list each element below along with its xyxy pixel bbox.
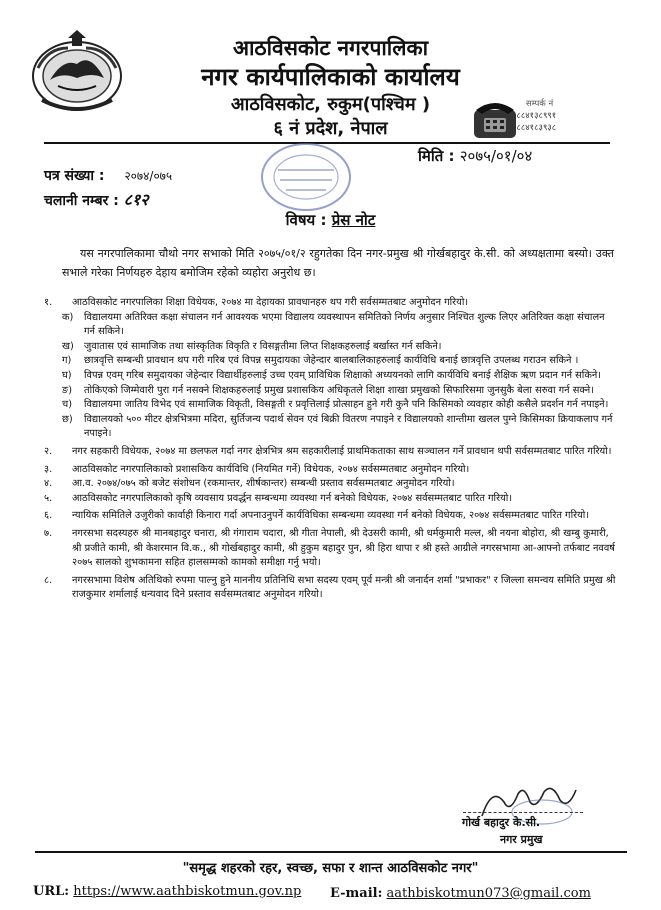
date-field bbox=[418, 146, 532, 166]
item-number: ४. bbox=[44, 478, 53, 490]
sub-item-number: घ) bbox=[62, 369, 72, 381]
phone-number-1: ०८८४१३८९९१ bbox=[512, 111, 557, 121]
footer-slogan: "समृद्ध शहरको रहर, स्वच्छ, सफा र शान्त आठविसकोट नगर" bbox=[182, 861, 479, 876]
sub-list-item bbox=[44, 413, 616, 442]
sub-item-number: क) bbox=[62, 311, 74, 323]
sub-item-number: च) bbox=[62, 399, 73, 411]
office-stamp-icon bbox=[258, 140, 354, 214]
sub-item-text: विपन्न एवम् गरिब समुदायका जेहेन्दार विद्यार्थीहरुलाई उच्च एवम् प्राविधिक शिक्षाको अध्ययनको लागि कार्यविधि बनाई शैक्षिक ऋण प्रदान गर्न सकिने। bbox=[84, 369, 601, 381]
sub-item-text: जुवातास एवं सामाजिक तथा सांस्कृतिक विकृति र विसङ्गतीमा लिप्त शिक्षकहरुलाई बर्खास्त गर्न सकिने। bbox=[84, 340, 442, 352]
item-text: आ.व. २०७४/०७५ को बजेट संशोधन (रकमान्तर, शीर्षकान्तर) सम्बन्धी प्रस्ताव सर्वसम्मतबाट अनुमोदन गरियो। bbox=[72, 478, 455, 490]
patra-value: २०७४/०७५ bbox=[124, 169, 173, 183]
office-address: आठविसकोट, रुकुम(पश्चिम ) bbox=[230, 94, 431, 115]
patra-sankhya bbox=[44, 166, 172, 185]
email-link[interactable]: aathbiskotmun073@gmail.com bbox=[386, 886, 591, 901]
sub-item-text: तोकिएको जिम्मेवारी पुरा गर्न नसक्ने शिक्षकहरुलाई प्रमुख प्रशासकिय अधिकृतले शिक्षा शाखा प्रमुखको सिफारिसमा जुनसुकै बेला सरुवा गर्न सक्ने। bbox=[84, 384, 594, 396]
footer-email bbox=[330, 886, 591, 901]
office-name: नगर कार्यपालिकाको कार्यालय bbox=[201, 63, 460, 91]
date-label: मिति : bbox=[418, 147, 455, 165]
sub-list-item bbox=[44, 369, 616, 384]
item-number: ७. bbox=[44, 527, 53, 539]
item-text: न्यायिक समितिले उजुरीको कार्वाही किनारा गर्दा अपनाउनुपर्ने कार्यविधिका सम्बन्धमा व्यवस्था गर्न बनेको विधेयक, २०७४ सर्वसम्मतबाट पारित गरियो। bbox=[72, 510, 590, 522]
list-item bbox=[44, 492, 616, 507]
item-text: नगरसभामा विशेष अतिथिको रुपमा पाल्नु हुने माननीय प्रतिनिधि सभा सदस्य एवम् पूर्व मन्त्री श्री जनार्दन शर्मा "प्रभाकर" र जिल्ला समन्वय समिति प्रमुख श्री राजकुमार शर्मालाई धन्यवाद दिने प्रस्ताव सर्वसम्मतबाट अनुमोदन गरियो। bbox=[72, 574, 616, 601]
subject-label: विषय : bbox=[285, 211, 327, 229]
list-item bbox=[44, 574, 616, 603]
subject-value: प्रेस नोट bbox=[331, 211, 376, 229]
chalani-number bbox=[44, 188, 149, 210]
contact-label: सम्पर्क नं bbox=[526, 99, 554, 109]
sub-item-text: विद्यालयमा अतिरिक्त कक्षा संचालन गर्न आवश्यक भएमा विद्यालय व्यवस्थापन समितिको निर्णय अनुसार निश्चित शुल्क लिएर अतिरिक्त कक्षा संचालन गर्न सकिने। bbox=[84, 311, 605, 338]
sub-list-item bbox=[44, 354, 616, 369]
sub-item-number: ख) bbox=[62, 340, 74, 352]
list-item bbox=[44, 477, 616, 492]
sub-list-item bbox=[44, 398, 616, 413]
email-label: E-mail: bbox=[330, 886, 383, 901]
chalani-value: ८१२ bbox=[123, 190, 149, 209]
sub-item-text: छात्रवृत्ति सम्बन्धी प्रावधान थप गरी गरिब एवं विपन्न समुदायका जेहेन्दार बालबालिकाहरुलाई कार्यविधि बनाई छात्रवृत्ति उपलब्ध गराउन सकिने । bbox=[84, 355, 579, 367]
list-item bbox=[44, 445, 616, 460]
list-item bbox=[44, 509, 616, 524]
list-item bbox=[44, 463, 616, 478]
subject-line bbox=[0, 210, 661, 230]
sub-list-item bbox=[44, 340, 616, 355]
list-item bbox=[44, 296, 616, 311]
item-number: ३. bbox=[44, 463, 53, 475]
signatory-name: गोर्ख बहादुर के.सी. bbox=[462, 816, 541, 829]
item-number: ८. bbox=[44, 574, 53, 586]
chalani-label: चलानी नम्बर : bbox=[44, 193, 119, 209]
url-label: URL: bbox=[33, 884, 70, 899]
item-text: नगरसभा सदस्यहरु श्री मानबहादुर चनारा, श्री गंगाराम चदारा, श्री गीता नेपाली, श्री देउसरी कामी, श्री धर्मकुमारी मल्ल, श्री नयना बोहोरा, श्री खम्बु कुमारी, श्री प्रजीते कामी, श्री केशरमान वि.क., श्री गोर्खबहादुर कामी, श्री हुकुम बहादुर पुन, श्री हिरा थापा र श्री हस्ते आग्रीले नगरसभामा आ-आफ्नो तर्फबाट नववर्ष २०७५ सालको शुभकामना सहित हालसम्मको कामको समीक्षा गर्नु भयो। bbox=[72, 527, 615, 569]
sub-item-number: छ) bbox=[62, 413, 73, 425]
sub-item-number: ङ) bbox=[62, 384, 73, 396]
signatory-title: नगर प्रमुख bbox=[500, 833, 543, 846]
phone-number-2: ०८८४१८३९३८ bbox=[512, 123, 557, 133]
item-number: २. bbox=[44, 445, 53, 457]
sub-item-text: विद्यालयको ५०० मीटर क्षेत्रभित्रमा मदिरा, सुर्तिजन्य पदार्थ सेवन एवं बिक्री वितरण नपाइने र विद्यालयको शान्तीमा खलल पुग्ने किसिमका क्रियाकलाप गर्न नपाइने। bbox=[84, 413, 613, 440]
patra-label: पत्र संख्या : bbox=[44, 168, 105, 184]
intro-paragraph: यस नगरपालिकामा चौथो नगर सभाको मिति २०७५/०१/२ रहुगतेका दिन नगर-प्रमुख श्री गोर्खबहादुर के.सी. को अध्यक्षतामा बस्यो। उक्त सभाले गरेका निर्णयहरु देहाय बमोजिम रहेको व्यहोरा अनुरोध छ। bbox=[62, 247, 614, 279]
list-item bbox=[44, 527, 616, 571]
item-text: आठविसकोट नगरपालिकाको प्रशासकिय कार्यविधि (नियमित गर्ने) विधेयक, २०७४ सर्वसम्मतबाट अनुमोदन गरियो। bbox=[72, 463, 470, 475]
decision-list bbox=[44, 296, 616, 603]
sub-list-item bbox=[44, 384, 616, 399]
province-name: ६ नं प्रदेश, नेपाल bbox=[273, 118, 388, 139]
sub-item-text: विद्यालयमा जातिय विभेद एवं सामाजिक विकृती, विसङ्गती र प्रवृत्तिलाई प्रोत्साहन हुने गरी कुनै पनि किसिमको व्यवहार कोही कसैले प्रदर्शन गर्न नपाइने। bbox=[84, 399, 609, 411]
contact-block bbox=[512, 98, 556, 134]
item-text: नगर सहकारी विधेयक, २०७४ मा छलफल गर्दा नगर क्षेत्रभित्र श्रम सहकारीलाई प्राथमिकताका साथ सञ्चालन गर्ने प्रावधान थपी सर्वसम्मतबाट पारित गरियो। bbox=[72, 445, 612, 457]
item-text: आठविसकोट नगरपालिका शिक्षा विधेयक, २०७४ मा देहायका प्रावधानहरु थप गरी सर्वसम्मतबाट अनुमोदन गरियो। bbox=[72, 297, 469, 308]
signature-line bbox=[463, 812, 583, 813]
item-number: १. bbox=[44, 297, 53, 308]
website-link[interactable]: https://www.aathbiskotmun.gov.np bbox=[73, 884, 302, 899]
sub-list-item bbox=[44, 311, 616, 340]
municipality-name: आठविसकोट नगरपालिका bbox=[232, 36, 429, 60]
footer-url bbox=[33, 884, 301, 899]
item-number: ६. bbox=[44, 510, 53, 522]
item-number: ५. bbox=[44, 492, 53, 504]
date-value: २०७५/०१/०४ bbox=[459, 147, 533, 165]
item-text: आठविसकोट नगरपालिकाको कृषि व्यवसाय प्रवर्द्धन सम्बन्धमा व्यवस्था गर्न बनेको विधेयक, २०७४ सर्वसम्मतबाट पारित गरियो। bbox=[72, 492, 513, 504]
footer-divider bbox=[35, 851, 627, 853]
sub-item-number: ग) bbox=[62, 355, 72, 367]
